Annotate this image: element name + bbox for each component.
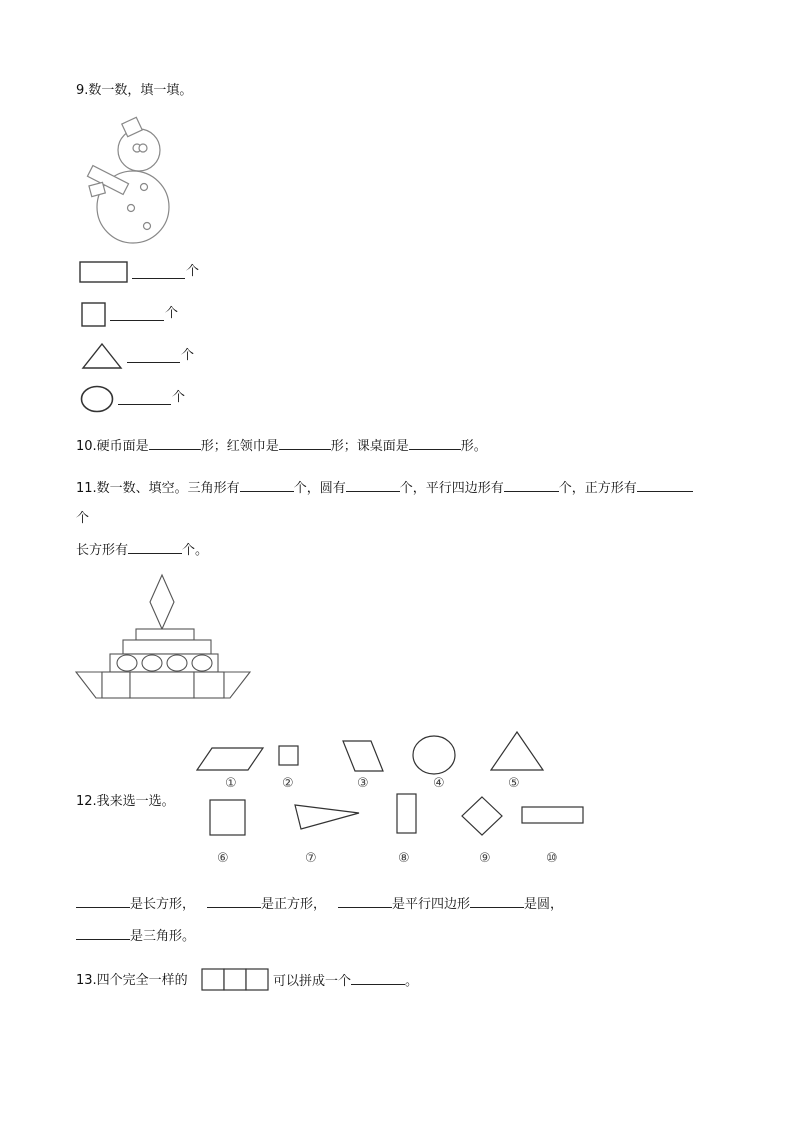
q12-shape-1-parallelogram: [196, 746, 266, 772]
q12-shape-5-triangle: [490, 730, 546, 772]
q10-text: 10.硬币面是 形；红领巾是 形；课桌面是 形。: [76, 439, 487, 454]
q12-shape-8-rectangle: [396, 793, 418, 835]
q11-blank-para[interactable]: [504, 479, 559, 492]
rectangle-icon: [79, 261, 129, 283]
q11-wrap-unit: 个: [76, 511, 90, 526]
q11-text-line1: 11.数一数、填空。三角形有 个，圆有 个，平行四边形有 个，正方形有: [76, 479, 693, 498]
q12-number-8: ⑧: [398, 851, 410, 866]
q9-circle-unit: 个: [172, 390, 186, 405]
q12-number-1: ①: [225, 776, 237, 791]
square-icon: [81, 302, 107, 328]
ship-figure: [74, 572, 254, 702]
q12-answer-line1: 是长方形， 是正方形， 是平行四边形 是圆，: [76, 895, 563, 914]
snowman-figure: [80, 112, 180, 247]
q12-blank-rect[interactable]: [76, 895, 130, 908]
q11-blank-triangle[interactable]: [240, 479, 294, 492]
q12-number-4: ④: [433, 776, 445, 791]
q12-shape-10-rectangle: [521, 806, 585, 826]
q12-number-6: ⑥: [217, 851, 229, 866]
q12-shape-3-parallelogram: [341, 739, 385, 773]
q12-shape-7-triangle: [293, 803, 363, 831]
q13-three-squares-figure: [200, 968, 270, 992]
q9-triangle-unit: 个: [181, 348, 195, 363]
q12-number-7: ⑦: [305, 851, 317, 866]
circle-icon: [80, 384, 116, 414]
q9-circle-blank[interactable]: [118, 392, 171, 405]
q12-number-5: ⑤: [508, 776, 520, 791]
q12-number-3: ③: [357, 776, 369, 791]
q12-number-9: ⑨: [479, 851, 491, 866]
q12-blank-para[interactable]: [338, 895, 392, 908]
q12-number-10: ⑩: [546, 851, 558, 866]
q9-rect-blank[interactable]: [132, 266, 185, 279]
triangle-icon: [81, 342, 123, 370]
q12-blank-circle[interactable]: [470, 895, 524, 908]
q13-blank[interactable]: [351, 972, 405, 985]
q12-answer-line2: 是三角形。: [76, 927, 195, 946]
q12-label: 12.我来选一选。: [76, 794, 175, 809]
q13-rest: 可以拼成一个 。: [273, 974, 419, 989]
q9-triangle-blank[interactable]: [127, 350, 180, 363]
q10-blank-2[interactable]: [279, 437, 331, 450]
q10-blank-1[interactable]: [149, 437, 201, 450]
q11-blank-square[interactable]: [637, 479, 693, 492]
q11-blank-rect[interactable]: [128, 541, 182, 554]
q9-square-unit: 个: [165, 306, 179, 321]
q10-blank-3[interactable]: [409, 437, 461, 450]
q12-blank-triangle[interactable]: [76, 927, 130, 940]
q12-shape-4-circle: [411, 734, 457, 776]
q12-shape-2-square: [278, 744, 300, 768]
q13-prefix: 13.四个完全一样的: [76, 973, 188, 988]
q9-square-blank[interactable]: [110, 308, 164, 321]
q9-title: 9.数一数，填一填。: [76, 83, 193, 98]
q11-blank-circle[interactable]: [346, 479, 400, 492]
q12-number-2: ②: [282, 776, 294, 791]
q12-blank-square[interactable]: [207, 895, 261, 908]
q12-shape-9-diamond: [460, 795, 504, 837]
q12-shape-6-square: [209, 799, 247, 837]
q9-rect-unit: 个: [186, 264, 200, 279]
q11-text-line2: 长方形有 个。: [76, 543, 209, 558]
